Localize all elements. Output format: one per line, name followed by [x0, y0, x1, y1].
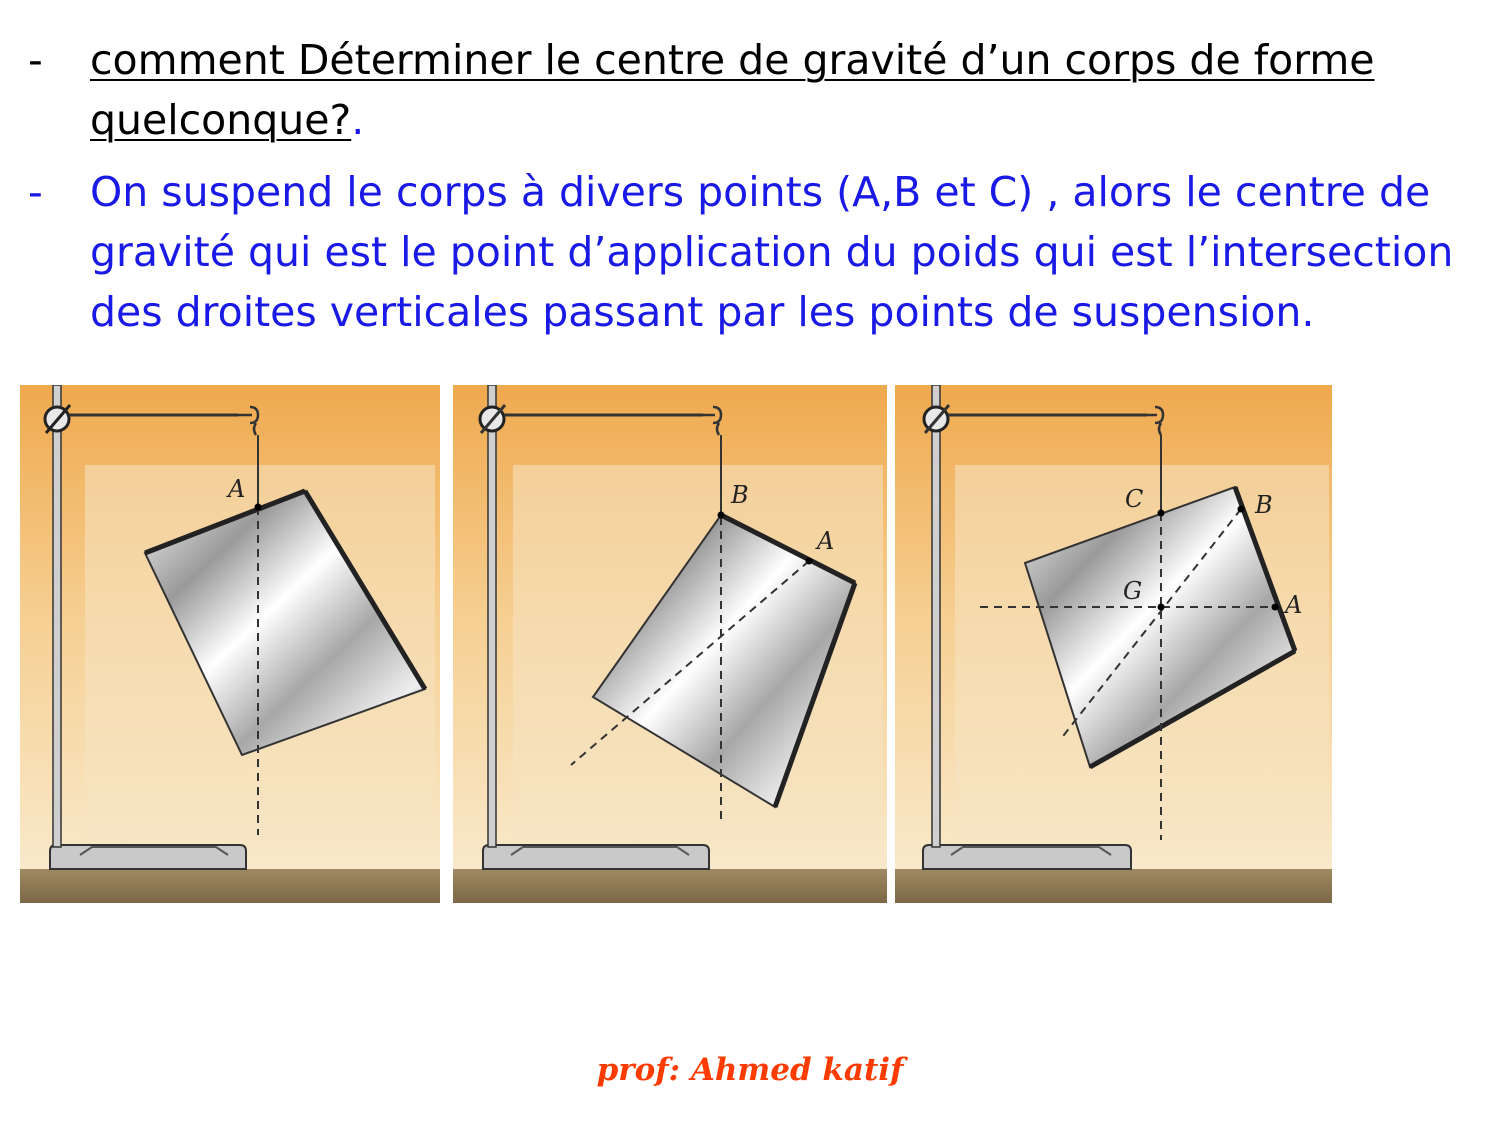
point-G [1158, 604, 1165, 611]
label-B: B [731, 481, 749, 509]
stand-rod [53, 385, 61, 847]
point-A [1272, 604, 1279, 611]
floor [895, 869, 1332, 903]
question-text: comment Déterminer le centre de gravité d’un corps de forme quelconque? [90, 36, 1375, 144]
author-signature: prof: Ahmed katif [596, 1052, 904, 1088]
stand-base [483, 845, 709, 869]
bullet-dash: - [28, 168, 43, 216]
stand-rod [488, 385, 496, 847]
stand-rod [932, 385, 940, 847]
panel-1 [20, 385, 440, 903]
panel-3 [895, 385, 1332, 903]
answer-text: On suspend le corps à divers points (A,B et C) , alors le centre de gravité qui est le point d’application du poids qui est l’intersection des droites verticales passant par les points de suspension. [90, 168, 1454, 336]
label-B: B [1255, 491, 1273, 519]
label-G: G [1123, 577, 1143, 605]
label-C: C [1125, 485, 1144, 513]
panel-2 [453, 385, 887, 903]
bullet-dash: - [28, 36, 43, 84]
point-B [718, 512, 725, 519]
point-C [1158, 510, 1165, 517]
bullet-question [28, 30, 1468, 150]
floor [453, 869, 887, 903]
bullet-answer [28, 162, 1468, 342]
question-period: . [351, 96, 365, 144]
point-B [1238, 506, 1245, 513]
point-A [255, 504, 262, 511]
label-A: A [817, 527, 835, 555]
suspension-figure [20, 385, 1332, 903]
floor [20, 869, 440, 903]
label-A: A [228, 475, 246, 503]
point-A [806, 558, 813, 565]
label-A: A [1285, 591, 1303, 619]
